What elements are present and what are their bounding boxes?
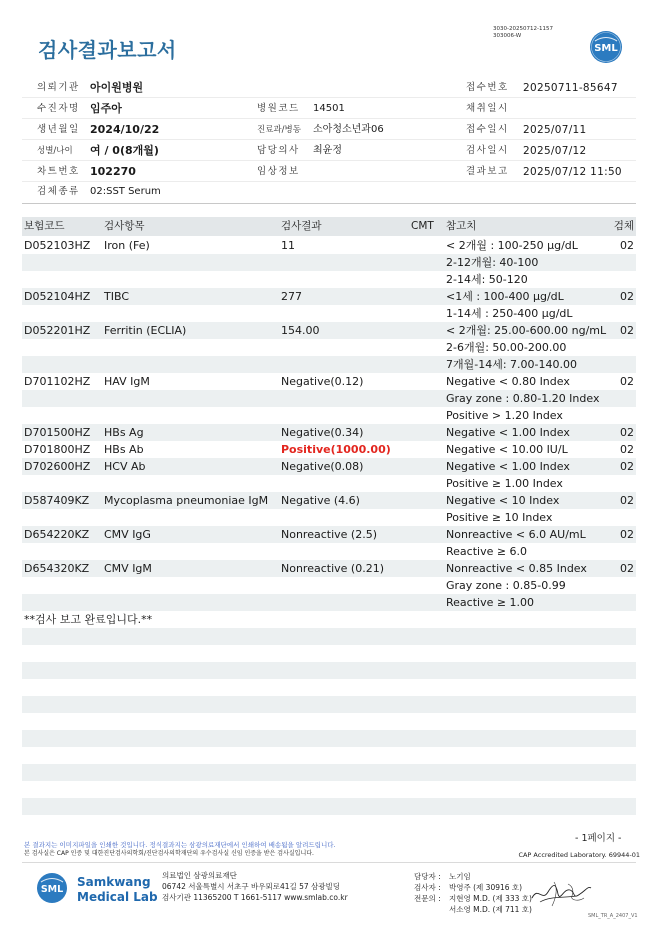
completion-row bbox=[22, 611, 636, 628]
reference-range: Negative < 1.00 Index bbox=[446, 426, 570, 439]
receipt-date-value: 2025/07/11 bbox=[523, 124, 587, 136]
divider bbox=[22, 203, 636, 204]
insurance-code: D654220KZ bbox=[24, 528, 90, 541]
blank-row bbox=[22, 764, 636, 781]
specimen-code: 02 bbox=[620, 426, 634, 439]
receipt-no-label: 접수번호 bbox=[466, 82, 509, 93]
test-result: Negative(0.12) bbox=[281, 375, 364, 388]
reference-continuation-row bbox=[22, 356, 636, 373]
blank-row bbox=[22, 798, 636, 815]
specimen-code: 02 bbox=[620, 443, 634, 456]
reference-continuation-row bbox=[22, 543, 636, 560]
sex-age-label: 성별/나이 bbox=[37, 146, 73, 156]
reference-continuation-row bbox=[22, 339, 636, 356]
reference-range: 1-14세 : 250-400 μg/dL bbox=[446, 307, 573, 320]
insurance-code: D701500HZ bbox=[24, 426, 91, 439]
print-notice: 본 결과지는 이미지파일을 인쇄한 것입니다. 정식결과지는 삼광의료재단에서 인쇄하여 배송됨을 알려드립니다. bbox=[24, 841, 336, 849]
reference-range: Reactive ≥ 1.00 bbox=[446, 596, 535, 609]
signature-image bbox=[528, 876, 594, 910]
column-header-result: 검사결과 bbox=[281, 220, 322, 232]
reference-range: 2-14세: 50-120 bbox=[446, 273, 528, 286]
insurance-code: D052103HZ bbox=[24, 239, 91, 252]
test-result: Negative(0.08) bbox=[281, 460, 364, 473]
specimen-code: 02 bbox=[620, 239, 634, 252]
reference-range: Nonreactive < 0.85 Index bbox=[446, 562, 587, 575]
staff-name: 지현영 M.D. (제 333 호) bbox=[449, 894, 532, 903]
blank-row bbox=[22, 713, 636, 730]
department-value: 소아청소년과06 bbox=[313, 124, 384, 135]
staff-role: 검사자 : bbox=[414, 883, 441, 892]
chart-no-label: 차트번호 bbox=[37, 166, 80, 177]
reference-range: 2-6개월: 50.00-200.00 bbox=[446, 341, 567, 354]
result-row bbox=[22, 458, 636, 475]
page-title: 검사결과보고서 bbox=[38, 38, 177, 62]
receipt-no-value: 20250711-85647 bbox=[523, 82, 618, 94]
result-row bbox=[22, 560, 636, 577]
form-code: SML_TR_A_2407_V1 bbox=[588, 913, 638, 919]
insurance-code: D587409KZ bbox=[24, 494, 90, 507]
test-result: Nonreactive (0.21) bbox=[281, 562, 384, 575]
result-row bbox=[22, 373, 636, 390]
hospital-code-label: 병원코드 bbox=[257, 103, 300, 114]
reference-continuation-row bbox=[22, 305, 636, 322]
organization-contact: 검사기관 11365200 T 1661-5117 www.smlab.co.kr bbox=[162, 893, 348, 902]
reference-range: Gray zone : 0.85-0.99 bbox=[446, 579, 566, 592]
reference-range: Positive > 1.20 Index bbox=[446, 409, 563, 422]
test-item: Mycoplasma pneumoniae IgM bbox=[104, 494, 269, 507]
test-item: HAV IgM bbox=[104, 375, 150, 388]
document-subcode: 303006-W bbox=[493, 33, 522, 39]
test-date-label: 검사일시 bbox=[466, 145, 509, 156]
client-label: 의뢰기관 bbox=[37, 82, 80, 93]
insurance-code: D052104HZ bbox=[24, 290, 91, 303]
staff-name: 박영주 (제 30916 호) bbox=[449, 883, 523, 892]
blank-row bbox=[22, 662, 636, 679]
test-result: Nonreactive (2.5) bbox=[281, 528, 377, 541]
column-header-cmt: CMT bbox=[411, 220, 434, 232]
reference-continuation-row bbox=[22, 390, 636, 407]
collection-datetime-label: 채취일시 bbox=[466, 103, 509, 114]
insurance-code: D654320KZ bbox=[24, 562, 90, 575]
reference-range: Nonreactive < 6.0 AU/mL bbox=[446, 528, 586, 541]
reference-range: Positive ≥ 1.00 Index bbox=[446, 477, 563, 490]
reference-continuation-row bbox=[22, 509, 636, 526]
blank-row bbox=[22, 679, 636, 696]
reference-continuation-row bbox=[22, 407, 636, 424]
client-value: 아이원병원 bbox=[90, 81, 144, 94]
logo-lettering: SML bbox=[594, 43, 618, 54]
staff-role: 전문의 : bbox=[414, 894, 441, 903]
reference-range: < 2개월 : 100-250 μg/dL bbox=[446, 239, 578, 252]
reference-continuation-row bbox=[22, 254, 636, 271]
sml-logo-icon bbox=[36, 872, 68, 904]
results-table-header bbox=[22, 217, 636, 236]
reference-range: Reactive ≥ 6.0 bbox=[446, 545, 528, 558]
page-number: - 1페이지 - bbox=[575, 833, 622, 844]
result-row bbox=[22, 424, 636, 441]
info-row bbox=[22, 141, 636, 161]
blank-row bbox=[22, 696, 636, 713]
test-item: TIBC bbox=[104, 290, 129, 303]
specimen-code: 02 bbox=[620, 460, 634, 473]
specimen-code: 02 bbox=[620, 494, 634, 507]
info-row bbox=[22, 78, 636, 98]
reference-continuation-row bbox=[22, 271, 636, 288]
reference-range: 2-12개월: 40-100 bbox=[446, 256, 539, 269]
reference-range: Positive ≥ 10 Index bbox=[446, 511, 553, 524]
result-row bbox=[22, 441, 636, 458]
department-label: 진료과/병동 bbox=[257, 125, 301, 135]
test-result: 277 bbox=[281, 290, 302, 303]
specimen-code: 02 bbox=[620, 562, 634, 575]
reference-range: <1세 : 100-400 μg/dL bbox=[446, 290, 564, 303]
staff-role: 담당자 : bbox=[414, 872, 441, 881]
info-row bbox=[22, 162, 636, 182]
result-row bbox=[22, 288, 636, 305]
staff-name: 노기임 bbox=[449, 872, 471, 881]
reference-range: Negative < 1.00 Index bbox=[446, 460, 570, 473]
test-result: 11 bbox=[281, 239, 295, 252]
specimen-code: 02 bbox=[620, 290, 634, 303]
info-row bbox=[22, 120, 636, 140]
physician-label: 담당의사 bbox=[257, 145, 300, 156]
test-item: CMV IgM bbox=[104, 562, 152, 575]
receipt-date-label: 접수일시 bbox=[466, 124, 509, 135]
accreditation-note: 본 검사실은 CAP 인증 및 대한진단검사의학회/진단검사의학재단의 우수검사실 신임 인증을 받은 검사실입니다. bbox=[24, 850, 314, 857]
blank-row bbox=[22, 628, 636, 645]
test-item: Ferritin (ECLIA) bbox=[104, 324, 187, 337]
birth-date-value: 2024/10/22 bbox=[90, 123, 160, 136]
blank-row bbox=[22, 781, 636, 798]
specimen-code: 02 bbox=[620, 324, 634, 337]
test-item: HBs Ab bbox=[104, 443, 144, 456]
reference-continuation-row bbox=[22, 594, 636, 611]
column-header-item: 검사항목 bbox=[104, 220, 145, 232]
reference-continuation-row bbox=[22, 577, 636, 594]
cap-accreditation: CAP Accredited Laboratory. 69944-01 bbox=[518, 851, 640, 859]
reference-range: Negative < 10 Index bbox=[446, 494, 560, 507]
reference-continuation-row bbox=[22, 475, 636, 492]
logo-lettering: SML bbox=[40, 884, 64, 895]
insurance-code: D701800HZ bbox=[24, 443, 91, 456]
insurance-code: D701102HZ bbox=[24, 375, 91, 388]
report-datetime-value: 2025/07/12 11:50 bbox=[523, 166, 622, 178]
blank-row bbox=[22, 730, 636, 747]
report-datetime-label: 결과보고 bbox=[466, 166, 509, 177]
reference-range: Negative < 0.80 Index bbox=[446, 375, 570, 388]
footer-divider bbox=[22, 862, 636, 863]
test-item: Iron (Fe) bbox=[104, 239, 150, 252]
birth-date-label: 생년월일 bbox=[37, 124, 80, 135]
column-header-specimen: 검체 bbox=[613, 220, 634, 232]
info-row bbox=[22, 99, 636, 119]
sex-age-value: 여 / 0(8개월) bbox=[90, 144, 159, 157]
test-result: Negative(0.34) bbox=[281, 426, 364, 439]
clinical-info-label: 임상정보 bbox=[257, 166, 300, 177]
specimen-code: 02 bbox=[620, 528, 634, 541]
organization-address: 06742 서울특별시 서초구 바우뫼로41길 57 삼광빌딩 bbox=[162, 882, 341, 891]
result-row bbox=[22, 526, 636, 543]
specimen-type-label: 검체종류 bbox=[37, 186, 80, 197]
physician-value: 최윤정 bbox=[313, 145, 342, 156]
column-header-reference: 참고치 bbox=[446, 220, 477, 232]
insurance-code: D702600HZ bbox=[24, 460, 91, 473]
reference-range: Gray zone : 0.80-1.20 Index bbox=[446, 392, 600, 405]
test-result: Negative (4.6) bbox=[281, 494, 360, 507]
info-row bbox=[22, 182, 636, 202]
test-result: Positive(1000.00) bbox=[281, 443, 391, 456]
reference-range: < 2개월: 25.00-600.00 ng/mL bbox=[446, 324, 607, 337]
staff-name: 서소영 M.D. (제 711 호) bbox=[449, 905, 532, 914]
results-table-body bbox=[22, 237, 636, 815]
patient-name-value: 임주아 bbox=[90, 102, 122, 115]
completion-note: **검사 보고 완료입니다.** bbox=[24, 613, 153, 626]
test-result: 154.00 bbox=[281, 324, 320, 337]
chart-no-value: 102270 bbox=[90, 165, 136, 178]
test-item: HBs Ag bbox=[104, 426, 144, 439]
sml-logo-icon bbox=[589, 30, 623, 64]
test-item: CMV IgG bbox=[104, 528, 151, 541]
result-row bbox=[22, 237, 636, 254]
result-row bbox=[22, 492, 636, 509]
document-code: 3030-20250712-1157 bbox=[493, 26, 553, 32]
test-item: HCV Ab bbox=[104, 460, 146, 473]
patient-name-label: 수진자명 bbox=[37, 103, 80, 114]
test-date-value: 2025/07/12 bbox=[523, 145, 587, 157]
specimen-code: 02 bbox=[620, 375, 634, 388]
reference-range: Negative < 10.00 IU/L bbox=[446, 443, 568, 456]
brand-name-line1: Samkwang bbox=[77, 875, 151, 889]
brand-name-line2: Medical Lab bbox=[77, 890, 158, 904]
organization-name: 의료법인 삼광의료재단 bbox=[162, 871, 237, 880]
hospital-code-value: 14501 bbox=[313, 103, 345, 114]
insurance-code: D052201HZ bbox=[24, 324, 91, 337]
specimen-type-value: 02:SST Serum bbox=[90, 186, 161, 197]
blank-row bbox=[22, 747, 636, 764]
reference-range: 7개월-14세: 7.00-140.00 bbox=[446, 358, 577, 371]
blank-row bbox=[22, 645, 636, 662]
column-header-code: 보험코드 bbox=[24, 220, 65, 232]
result-row bbox=[22, 322, 636, 339]
